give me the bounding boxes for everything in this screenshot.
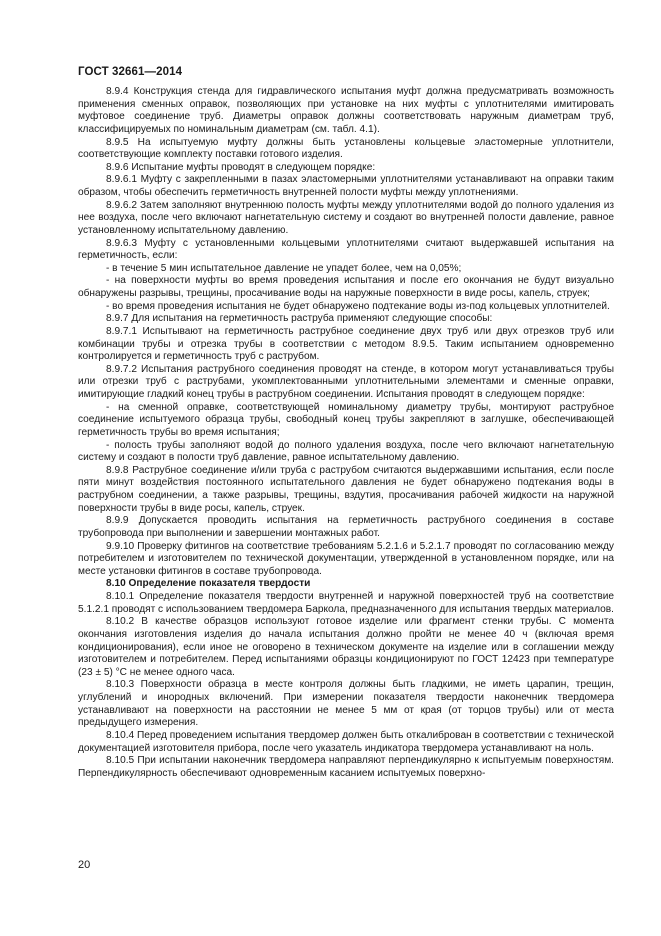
- document-body: [78, 86, 614, 780]
- paragraph-8-9-8: 8.9.8 Раструбное соединение и/или труба с раструбом считаются выдержавшими испытания, если после пяти минут воздействия постоянного испытательного давления не будет обнаружено подтекания воды в раструбном соединении, а также разрывы, трещины, вздутия, просачивания рабочей жидкости на наружной поверхности трубы в виде росы, капель, струек.: [78, 464, 614, 514]
- paragraph-8-9-5: 8.9.5 На испытуемую муфту должны быть установлены кольцевые эластомерные уплотнители, соответствующие комплекту поставки готового изделия.: [78, 136, 614, 161]
- paragraph-8-9-9: 8.9.9 Допускается проводить испытания на герметичность раструбного соединения в составе трубопровода при выполнении и завершении монтажных работ.: [78, 515, 614, 539]
- paragraph-8-9-6-2: 8.9.6.2 Затем заполняют внутреннюю полость муфты между уплотнителями водой до полного удаления из нее воздуха, после чего включают нагнетательную систему и создают во внутренней полости давление, равное установленному испытательному давлению.: [78, 199, 614, 236]
- page-number: 20: [78, 859, 91, 871]
- paragraph-8-10-2: 8.10.2 В качестве образцов используют готовое изделие или фрагмент стенки трубы. С момента окончания изготовления изделия до начала испытания должно пройти не менее 40 ч (включая время кондиционирования), если иное не оговорено в техническом документе на изделие или в соглашении между изготовителем и потребителем. Перед испытаниями образцы кондиционируют по ГОСТ 12423 при температуре (23 ± 5) °С не менее одного часа.: [78, 616, 614, 678]
- paragraph-8-10-3: 8.10.3 Поверхности образца в месте контроля должны быть гладкими, не иметь царапин, трещин, углублений и инородных включений. При измерении показателя твердости наконечник твердомера устанавливают на поверхности на расстоянии не менее 5 мм от края (от торцов трубы) или от места предыдущего измерения.: [78, 679, 614, 729]
- list-item: - во время проведения испытания не будет обнаружено подтекание воды из-под кольцевых уплотнителей.: [106, 300, 610, 312]
- paragraph-8-10-5: 8.10.5 При испытании наконечник твердомера направляют перпендикулярно к испытуемым поверхностям. Перпендикулярность обеспечивают одновременным касанием испытуемых поверхно-: [78, 755, 614, 779]
- paragraph-8-9-6: 8.9.6 Испытание муфты проводят в следующем порядке:: [106, 161, 376, 173]
- list-item: - на поверхности муфты во время проведения испытания и после его окончания не будут визуально обнаружены разрывы, трещины, просачивание воды на наружные поверхности в виде росы, капель, струек;: [78, 275, 614, 299]
- paragraph-8-9-6-3: 8.9.6.3 Муфту с установленными кольцевыми уплотнителями считают выдержавшей испытания на герметичность, если:: [78, 237, 614, 262]
- paragraph-8-9-6-1: 8.9.6.1 Муфту с закрепленными в пазах эластомерными уплотнителями устанавливают на оправки таким образом, чтобы обеспечить герметичность внутренней полости муфты между уплотнениями.: [78, 174, 614, 198]
- paragraph-8-9-7-2: 8.9.7.2 Испытания раструбного соединения проводят на стенде, в котором могут устанавливаться трубы или отрезки труб с раструбами, укомплектованными уплотнительными элементами и сменные оправки, имитирующие гладкий конец трубы в раструбном соединении. Испытания проводят в следующем порядке:: [78, 363, 614, 400]
- list-item: - полость трубы заполняют водой до полного удаления воздуха, после чего включают нагнетательную систему и создают в полости труб давление, равное испытательному давлению.: [78, 439, 614, 464]
- paragraph-8-10-4: 8.10.4 Перед проведением испытания твердомер должен быть откалиброван в соответствии с технической документацией изготовителя прибора, после чего указатель индикатора твердомера устанавливают на ноль.: [78, 729, 614, 754]
- paragraph-9-9-10: 9.9.10 Проверку фитингов на соответствие требованиям 5.2.1.6 и 5.2.1.7 проводят по согласованию между потребителем и изготовителем по технической документации, утвержденной в установленном порядке, или на месте установки фитингов в составе трубопровода.: [78, 540, 614, 577]
- section-heading-8-10: 8.10 Определение показателя твердости: [106, 578, 311, 590]
- paragraph-8-9-7: 8.9.7 Для испытания на герметичность раструба применяют следующие способы:: [106, 313, 493, 325]
- paragraph-8-9-4: 8.9.4 Конструкция стенда для гидравлического испытания муфт должна предусматривать возможность применения сменных оправок, позволяющих при установке на них муфты с уплотнителями имитировать муфтовое соединение труб. Диаметры оправок должны соответствовать наружным диаметрам труб, классифицируемых по номинальным диаметрам (см. табл. 4.1).: [78, 86, 614, 135]
- paragraph-8-9-7-1: 8.9.7.1 Испытывают на герметичность раструбное соединение двух труб или двух отрезков труб или комбинации трубы и отрезка трубы в соответствии с методом 8.9.5. Таким испытанием одновременно контролируется и герметичность труб с раструбом.: [78, 325, 614, 363]
- list-item: - в течение 5 мин испытательное давление не упадет более, чем на 0,05%;: [106, 262, 462, 274]
- document-header: ГОСТ 32661—2014: [78, 66, 183, 78]
- paragraph-8-10-1: 8.10.1 Определение показателя твердости внутренней и наружной поверхностей труб на соответствие 5.1.2.1 проводят с использованием твердомера Баркола, предназначенного для испытания твердых материалов.: [78, 591, 614, 615]
- list-item: - на сменной оправке, соответствующей номинальному диаметру трубы, монтируют раструбное соединение испытуемого образца трубы, свободный конец трубы закрепляют в заглушке, обеспечивающей герметичность трубы во время испытания;: [78, 401, 614, 438]
